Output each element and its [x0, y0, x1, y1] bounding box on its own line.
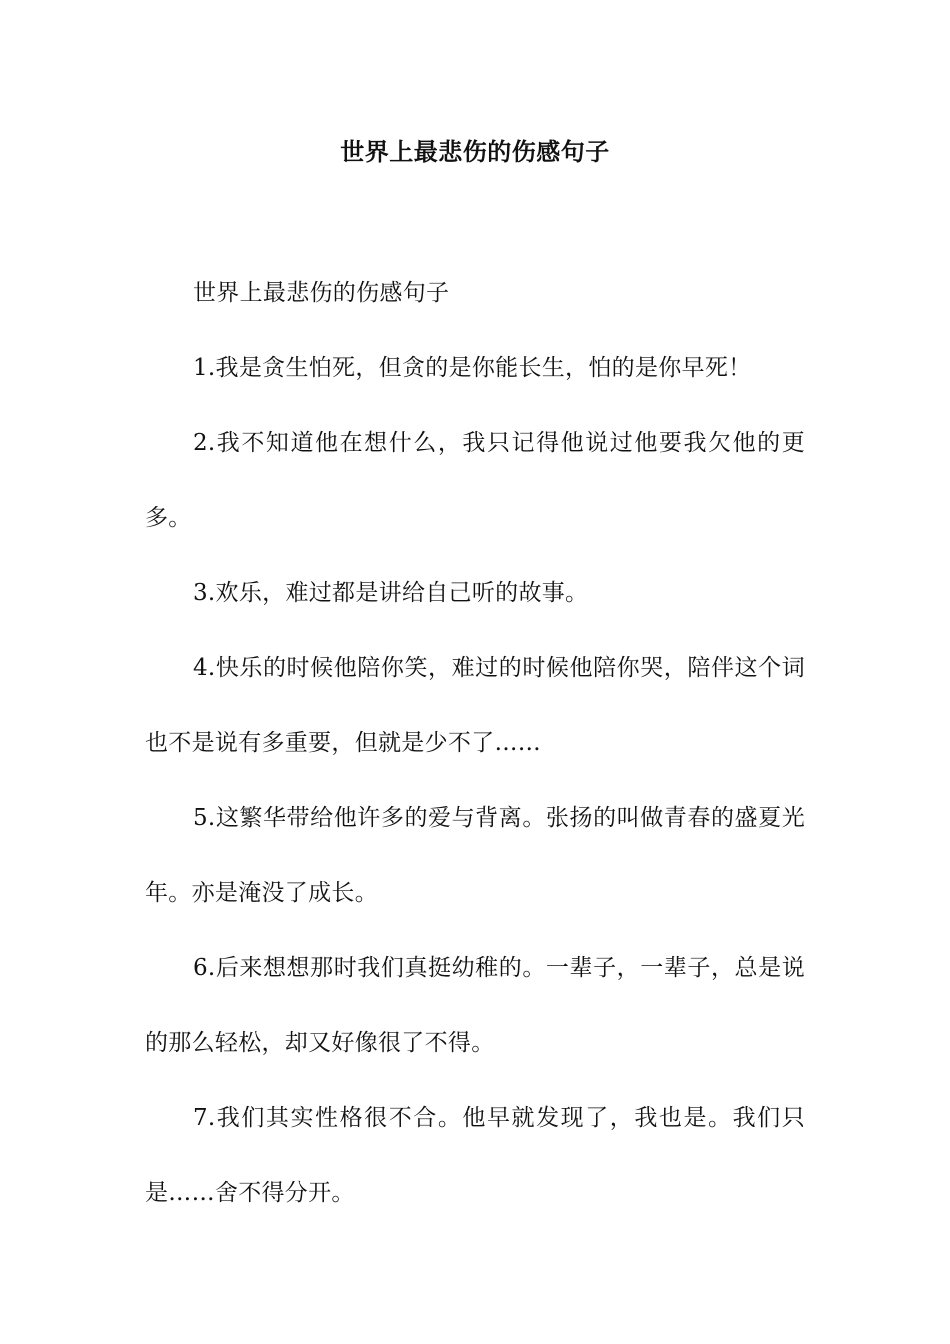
paragraph-item-3: 3.欢乐，难过都是讲给自己听的故事。 — [193, 580, 589, 606]
paragraph-item-6: 6.后来想想那时我们真挺幼稚的。一辈子，一辈子，总是说的那么轻松，却又好像很了不得。 — [145, 955, 805, 1056]
paragraph-item-5: 5.这繁华带给他许多的爱与背离。张扬的叫做青春的盛夏光年。亦是淹没了成长。 — [145, 805, 805, 906]
document-body — [145, 256, 805, 1231]
paragraph-item-4: 4.快乐的时候他陪你笑，难过的时候他陪你哭，陪伴这个词也不是说有多重要，但就是少不了…… — [145, 655, 805, 756]
paragraph-item-2: 2.我不知道他在想什么，我只记得他说过他要我欠他的更多。 — [145, 430, 805, 531]
paragraph-subtitle: 世界上最悲伤的伤感句子 — [193, 280, 450, 306]
paragraph-item-1: 1.我是贪生怕死，但贪的是你能长生，怕的是你早死！ — [193, 355, 752, 381]
document-title: 世界上最悲伤的伤感句子 — [340, 138, 610, 166]
paragraph-item-7: 7.我们其实性格很不合。他早就发现了，我也是。我们只是……舍不得分开。 — [145, 1105, 805, 1206]
